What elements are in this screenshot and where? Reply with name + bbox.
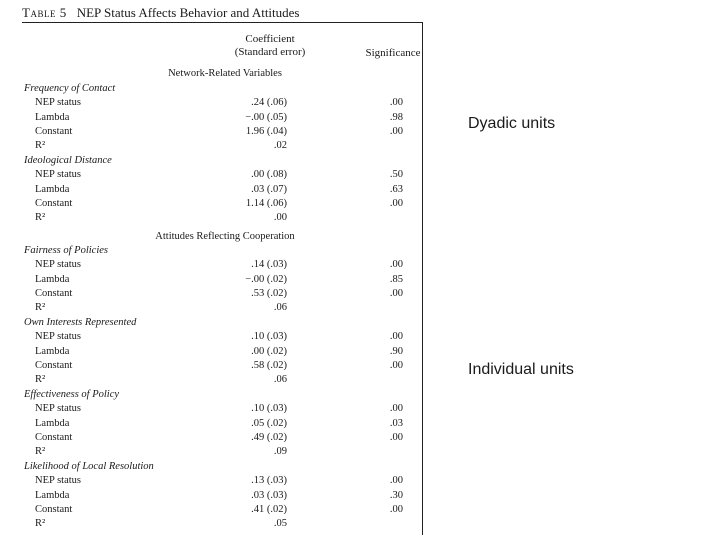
coefficient-cell: .10 (.03) [251,331,287,343]
row-label: R² [35,374,46,386]
table-row [0,111,430,125]
table-row [0,197,430,211]
coefficient-cell: .49 (.02) [251,431,287,443]
significance-cell: .30 [389,489,403,501]
table-row [0,402,430,416]
section-heading: Attitudes Reflecting Cooperation [155,231,295,242]
row-label: NEP status [35,169,81,181]
table-row [0,345,430,359]
row-label: Lambda [35,183,70,195]
row-label: Lambda [35,273,70,285]
table-row [0,445,430,459]
coefficient-cell: .41 (.02) [251,503,287,515]
table-row [0,517,430,531]
table-number: Table 5 [22,5,67,20]
coefficient-cell: 1.96 (.04) [245,125,287,137]
significance-cell: .98 [389,111,403,123]
significance-cell: .03 [389,417,403,429]
table-row [0,211,430,225]
row-label: Constant [35,125,73,137]
table-row [0,373,430,387]
significance-cell: .00 [389,97,403,109]
coefficient-cell: .05 [273,518,287,530]
table-row [0,183,430,197]
significance-cell: .00 [389,331,403,343]
table-caption: NEP Status Affects Behavior and Attitudes [76,5,300,20]
coefficient-cell: .06 [273,302,287,314]
table-row [0,301,430,315]
row-label: NEP status [35,475,81,487]
significance-cell: .00 [389,431,403,443]
significance-cell: .00 [389,287,403,299]
individual-units-note: Individual units [468,361,574,378]
coefficient-cell: .00 (.02) [251,345,287,357]
group-heading: Likelihood of Local Resolution [24,461,154,472]
coefficient-cell: .05 (.02) [251,417,287,429]
row-label: R² [35,302,46,314]
top-rule [22,22,423,23]
coefficient-cell: −.00 (.02) [245,273,287,285]
table-row [0,474,430,488]
coefficient-cell: 1.14 (.06) [245,197,287,209]
row-label: R² [35,446,46,458]
significance-header: Significance [365,47,421,59]
group-heading: Own Interests Represented [24,317,137,328]
significance-cell: .63 [389,183,403,195]
coefficient-cell: −.00 (.05) [245,111,287,123]
table-title [22,5,300,21]
row-label: Constant [35,359,73,371]
table-row [0,168,430,182]
group-heading: Frequency of Contact [24,83,116,94]
table-row [0,287,430,301]
coefficient-cell: .02 [273,140,287,152]
significance-cell: .00 [389,503,403,515]
row-label: Constant [35,197,73,209]
coefficient-cell: .03 (.07) [251,183,287,195]
significance-cell: .00 [389,259,403,271]
significance-cell: .90 [389,345,403,357]
table-row [0,489,430,503]
coefficient-cell: .10 (.03) [251,403,287,415]
significance-cell: .00 [389,125,403,137]
coefficient-cell: .00 (.08) [251,169,287,181]
table-row [0,273,430,287]
table-row [0,139,430,153]
row-label: Constant [35,287,73,299]
significance-cell: .00 [389,197,403,209]
group-heading: Effectiveness of Policy [24,389,120,400]
significance-cell: .85 [389,273,403,285]
row-label: NEP status [35,97,81,109]
coefficient-header-label: Coefficient [245,33,295,45]
table-row [0,503,430,517]
row-label: Lambda [35,489,70,501]
coefficient-cell: .53 (.02) [251,287,287,299]
group-heading: Fairness of Policies [24,245,108,256]
significance-cell: .00 [389,403,403,415]
coefficient-header [220,33,320,59]
row-label: R² [35,212,46,224]
coefficient-cell: .13 (.03) [251,475,287,487]
coefficient-cell: .03 (.03) [251,489,287,501]
coefficient-cell: .09 [273,446,287,458]
coefficient-cell: .24 (.06) [251,97,287,109]
group-heading: Ideological Distance [24,155,112,166]
coefficient-cell: .58 (.02) [251,359,287,371]
row-label: Lambda [35,345,70,357]
table-row [0,330,430,344]
row-label: R² [35,518,46,530]
row-label: R² [35,140,46,152]
table-row [0,359,430,373]
section-heading: Network-Related Variables [168,68,282,79]
row-label: NEP status [35,403,81,415]
dyadic-units-note: Dyadic units [468,115,556,132]
table-row [0,125,430,139]
significance-cell: .50 [389,169,403,181]
row-label: Constant [35,503,73,515]
row-label: Lambda [35,417,70,429]
significance-cell: .00 [389,359,403,371]
stderr-header-label: (Standard error) [234,46,306,58]
table-row [0,96,430,110]
row-label: Constant [35,431,73,443]
coefficient-cell: .00 [273,212,287,224]
coefficient-cell: .06 [273,374,287,386]
table-row [0,417,430,431]
coefficient-cell: .14 (.03) [251,259,287,271]
row-label: NEP status [35,331,81,343]
table-row [0,258,430,272]
row-label: Lambda [35,111,70,123]
table-row [0,431,430,445]
row-label: NEP status [35,259,81,271]
significance-cell: .00 [389,475,403,487]
